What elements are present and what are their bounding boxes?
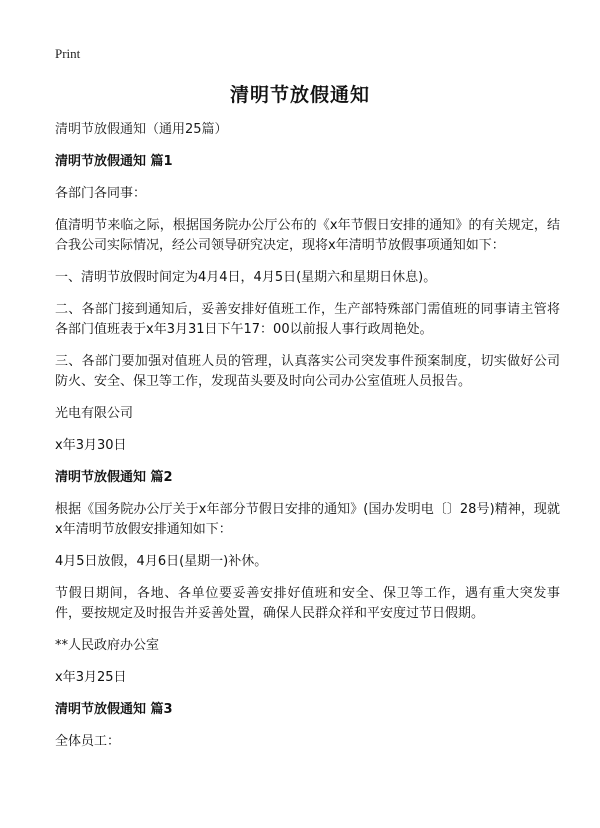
print-label: Print (55, 46, 81, 61)
section1-date: x年3月30日 (55, 438, 127, 453)
section2-paragraph-3: 节假日期间，各地、各单位要妥善安排好值班和安全、保卫等工作，遇有重大突发事件，要按规定及时报告并妥善处置，确保人民群众祥和平安度过节日假期。 (55, 586, 560, 621)
salutation-1: 各部门各同事： (55, 186, 147, 201)
section1-paragraph-4: 三、各部门要加强对值班人员的管理，认真落实公司突发事件预案制度，切实做好公司防火、安全、保卫等工作，发现苗头要及时向公司办公室值班人员报告。 (55, 354, 560, 389)
page-title: 清明节放假通知 (229, 84, 370, 106)
section1-paragraph-3: 二、各部门接到通知后，妥善安排好值班工作，生产部特殊部门需值班的同事请主管将各部门值班表于x年3月31日下午17：00以前报人事行政周艳处。 (55, 302, 560, 337)
section1-signature: 光电有限公司 (55, 406, 134, 421)
section-heading-3: 清明节放假通知 篇3 (55, 702, 173, 717)
section2-paragraph-2: 4月5日放假，4月6日(星期一)补休。 (55, 554, 268, 569)
section2-paragraph-1: 根据《国务院办公厅关于x年部分节假日安排的通知》(国办发明电〔〕28号)精神，现就x年清明节放假安排通知如下： (55, 502, 560, 537)
section2-signature: **人民政府办公室 (55, 638, 160, 653)
section1-paragraph-2: 一、清明节放假时间定为4月4日，4月5日(星期六和星期日休息)。 (55, 270, 437, 285)
section-heading-2: 清明节放假通知 篇2 (55, 470, 173, 485)
document-body (55, 120, 560, 764)
section1-paragraph-1: 值清明节来临之际，根据国务院办公厅公布的《x年节假日安排的通知》的有关规定，结合我公司实际情况，经公司领导研究决定，现将x年清明节放假事项通知如下： (55, 218, 560, 253)
salutation-3: 全体员工： (55, 734, 121, 749)
document-subtitle: 清明节放假通知（通用25篇） (55, 122, 228, 137)
section-heading-1: 清明节放假通知 篇1 (55, 154, 173, 169)
section2-date: x年3月25日 (55, 670, 127, 685)
